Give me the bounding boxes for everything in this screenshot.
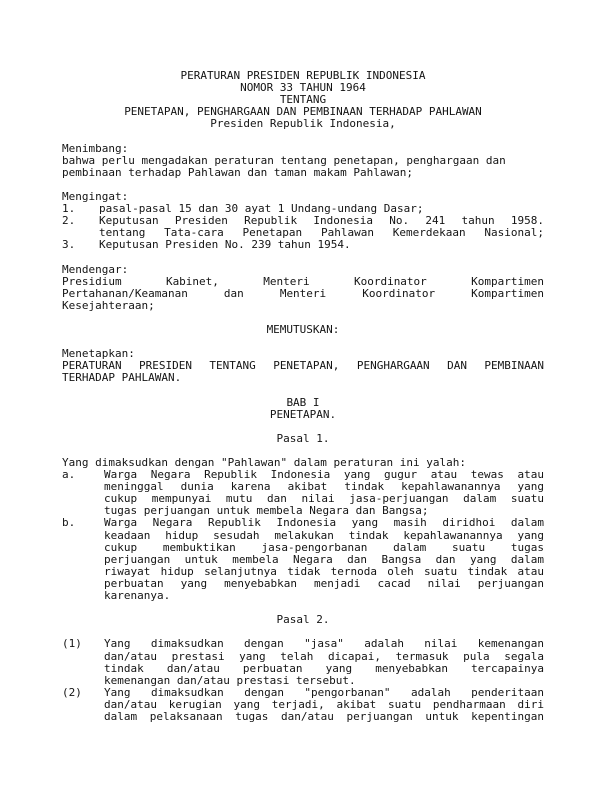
line-text: cukup membuktikan jasa-pengorbanan dalam suatu tugas [104,540,544,554]
line-text: Menimbang: [62,141,129,155]
line-text: pembinaan terhadap Pahlawan dan taman makam Pahlawan; [62,165,413,179]
line-text: Presiden Republik Indonesia, [210,117,396,131]
line-text: MEMUTUSKAN: [266,322,340,336]
line-text: tindak dan/atau perbuatan yang menyebabkan tercapainya [104,661,544,675]
line-text: TENTANG [279,93,327,107]
blank-line [62,179,544,191]
line-text: Yang dimaksudkan dengan "Pahlawan" dalam peraturan ini yalah: [62,456,466,469]
line-text: perjuangan untuk membela Negara dan Bangsa dan yang dalam [104,552,544,566]
line-text: dan/atau kerugian yang terjadi, akibat suatu pendharmaan diri [104,697,544,711]
line-text: Kesejahteraan; [62,298,155,312]
line-text: Mengingat: [62,189,129,203]
line-text: meninggal dunia karena akibat tindak kepahlawanannya yang [104,480,544,494]
line-text: Keputusan Presiden Republik Indonesia No. 241 tahun 1958. [99,214,544,228]
pasal-2-heading-line [62,614,544,626]
line-text: tugas perjuangan untuk membela Negara dan Bangsa; [104,504,429,518]
line-text: bahwa perlu mengadakan peraturan tentang penetapan, penghargaan dan [62,153,506,167]
line-text: Pasal 2. [276,613,330,627]
line-text: perbuatan yang menyebabkan menjadi cacad nilai perjuangan [104,576,544,590]
list-marker: b. [62,516,76,530]
blank-line [62,130,544,142]
menetapkan-line [62,372,544,384]
line-text: pasal-pasal 15 dan 30 ayat 1 Undang-undang Dasar; [99,202,424,216]
mengingat-line [62,239,544,251]
line-text: TERHADAP PAHLAWAN. [62,371,182,385]
line-text: dan/atau prestasi yang telah dicapai, termasuk pula segala [104,649,544,663]
line-text: PENETAPAN, PENGHARGAAN DAN PEMBINAAN TERHADAP PAHLAWAN [124,105,482,119]
line-text: NOMOR 33 TAHUN 1964 [240,81,366,95]
line-text: karenanya. [104,589,171,603]
list-marker: a. [62,468,76,482]
line-text: Presidium Kabinet, Menteri Koordinator Kompartimen [62,274,544,288]
document-header-line [62,118,544,130]
line-text: Yang dimaksudkan dengan "pengorbanan" adalah penderitaan [104,685,544,699]
blank-line [62,251,544,263]
menimbang-line [62,167,544,179]
line-text: Pertahanan/Keamanan dan Menteri Koordinator Kompartimen [62,286,544,300]
line-text: PERATURAN PRESIDEN TENTANG PENETAPAN, PENGHARGAAN DAN PEMBINAAN [62,359,544,373]
line-text: Yang dimaksudkan dengan "jasa" adalah nilai kemenangan [104,637,544,651]
line-text: cukup mempunyai mutu dan nilai jasa-perjuangan dalam suatu [104,492,544,506]
line-text: dalam pelaksanaan tugas dan/atau perjuangan untuk kepentingan [104,709,544,723]
line-text: Mendengar: [62,262,129,276]
line-text: Menetapkan: [62,347,135,361]
list-marker: 3. [62,238,76,252]
pasal-2-body-line [62,711,544,723]
line-text: riwayat hidup selanjutnya tidak ternoda oleh suatu tindak atau [104,564,544,578]
line-text: Warga Negara Republik Indonesia yang gugur atau tewas atau [104,468,544,482]
line-text: tentang Tata-cara Penetapan Pahlawan Kemerdekaan Nasional; [99,226,544,240]
line-text: Pasal 1. [276,431,330,445]
line-text: PERATURAN PRESIDEN REPUBLIK INDONESIA [180,69,426,82]
line-text: PENETAPAN. [269,407,337,421]
line-text: BAB I [286,395,320,409]
memutuskan-line [62,324,544,336]
pasal-1-heading-line [62,433,544,445]
line-text: keadaan hidup sesudah melakukan tindak kepahlawanannya yang [104,528,544,542]
mendengar-line [62,300,544,312]
list-marker: (1) [62,637,82,651]
bab-1-heading-line [62,409,544,421]
line-text: kemenangan dan/atau prestasi tersebut. [104,673,356,687]
list-marker: (2) [62,685,82,699]
line-text: Keputusan Presiden No. 239 tahun 1954. [99,238,351,252]
pasal-1-body-line [62,590,544,602]
list-marker: 1. [62,202,76,216]
line-text: Warga Negara Republik Indonesia yang masih diridhoi dalam [104,516,544,530]
list-marker: 2. [62,214,76,228]
